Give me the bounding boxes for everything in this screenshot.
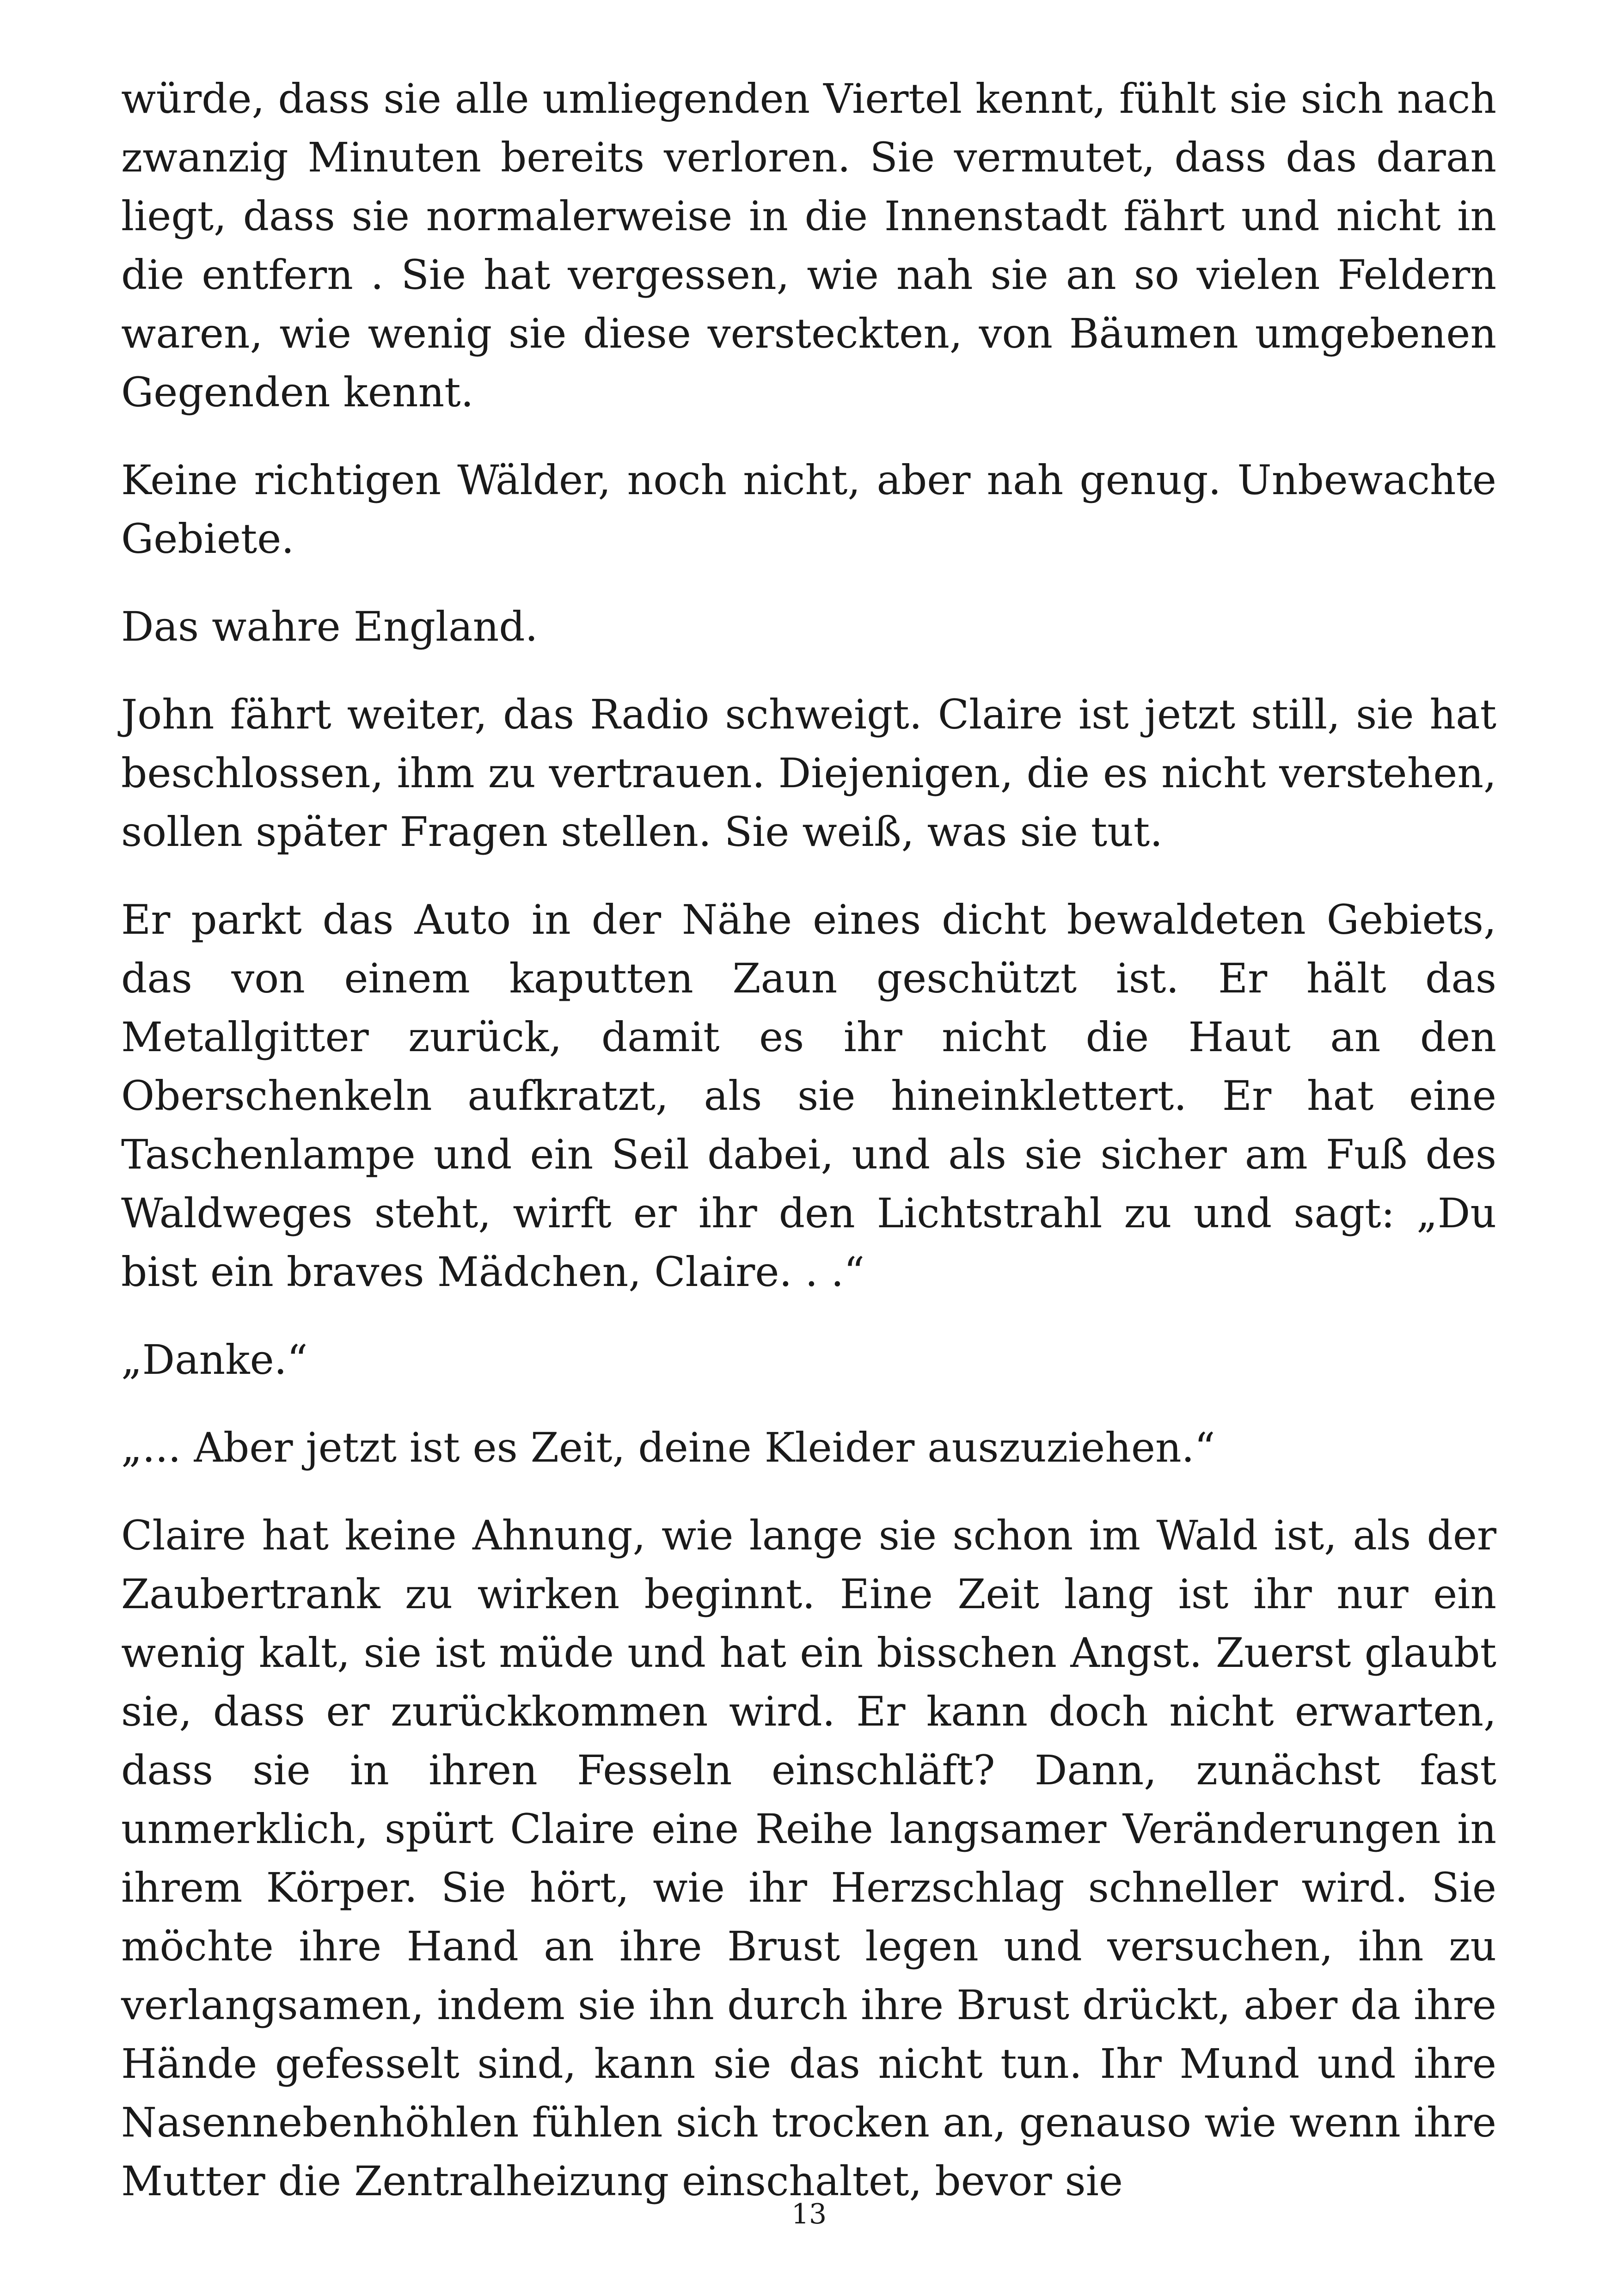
paragraph-7: „... Aber jetzt ist es Zeit, deine Kleider auszuziehen.“ <box>121 1424 1215 1471</box>
page-number: 13 <box>791 2198 827 2230</box>
paragraph-6: „Danke.“ <box>121 1336 308 1384</box>
paragraph-2: Keine richtigen Wälder, noch nicht, aber nah genug. Unbewachte Gebiete. <box>121 456 1496 563</box>
body-text <box>121 69 1496 2240</box>
paragraph-4: John fährt weiter, das Radio schweigt. Claire ist jetzt still, sie hat beschlossen, ihm zu vertrauen. Diejenigen, die es nicht verstehen, sollen später Fragen stellen. Sie weiß, was sie tut. <box>121 691 1496 856</box>
paragraph-1: würde, dass sie alle umliegenden Viertel kennt, fühlt sie sich nach zwanzig Minuten bereits verloren. Sie vermutet, dass das daran liegt, dass sie normalerweise in die Innenstadt fährt und nicht in die entfern . Sie hat vergessen, wie nah sie an so vielen Feldern waren, wie wenig sie diese versteckten, von Bäumen umgebenen Gegenden kennt. <box>121 75 1496 416</box>
paragraph-8: Claire hat keine Ahnung, wie lange sie schon im Wald ist, als der Zaubertrank zu wirken beginnt. Eine Zeit lang ist ihr nur ein wenig kalt, sie ist müde und hat ein bisschen Angst. Zuerst glaubt sie, dass er zurückkommen wird. Er kann doch nicht erwarten, dass sie in ihren Fesseln einschläft? Dann, zunächst fast unmerklich, spürt Claire eine Reihe langsamer Veränderungen in ihrem Körper. Sie hört, wie ihr Herzschlag schneller wird. Sie möchte ihre Hand an ihre Brust legen und versuchen, ihn zu verlangsamen, indem sie ihn durch ihre Brust drückt, aber da ihre Hände gefesselt sind, kann sie das nicht tun. Ihr Mund und ihre Nasennebenhöhlen fühlen sich trocken an, genauso wie wenn ihre Mutter die Zentralheizung einschaltet, bevor sie <box>121 1512 1496 2205</box>
paragraph-5: Er parkt das Auto in der Nähe eines dicht bewaldeten Gebiets, das von einem kaputten Zaun geschützt ist. Er hält das Metallgitter zurück, damit es ihr nicht die Haut an den Oberschenkeln aufkratzt, als sie hineinklettert. Er hat eine Taschenlampe und ein Seil dabei, und als sie sicher am Fuß des Waldweges steht, wirft er ihr den Lichtstrahl zu und sagt: „Du bist ein braves Mädchen, Claire. . .“ <box>121 896 1496 1296</box>
paragraph-3: Das wahre England. <box>121 603 538 650</box>
